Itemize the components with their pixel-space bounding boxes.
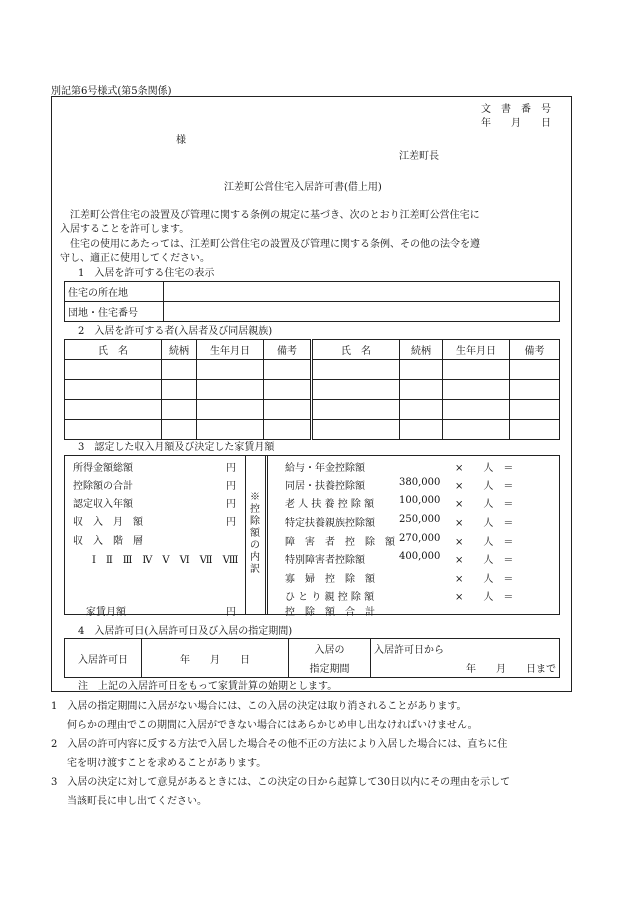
income-row: 収 入 月 額	[73, 517, 143, 528]
deduction-name: ひ と り 親 控 除 額	[285, 592, 375, 603]
footnote-3-cont: 当該町長に申し出てください。	[67, 796, 207, 807]
yen-unit: 円	[226, 499, 236, 510]
period-from: 入居許可日から	[371, 639, 560, 659]
deduction-mult: × 人 ＝	[455, 537, 514, 548]
period-label: 入居の	[289, 639, 371, 659]
occupants-table	[64, 339, 560, 440]
deduction-note: ※控除額の内訳	[250, 492, 260, 575]
complex-number-value[interactable]	[164, 302, 560, 322]
header-remarks-2: 備考	[510, 340, 560, 360]
header-name: 氏 名	[65, 340, 162, 360]
table-row	[65, 420, 560, 440]
permit-date-label: 入居許可日	[65, 639, 142, 678]
header-birthdate-2: 生年月日	[443, 340, 510, 360]
income-row: 所得金額総額	[73, 463, 133, 474]
deduction-mult: × 人 ＝	[455, 592, 514, 603]
header-relation-2: 続柄	[400, 340, 443, 360]
deduction-mult: × 人 ＝	[455, 518, 514, 529]
deduction-name: 老 人 扶 養 控 除 額	[285, 499, 375, 510]
section1-heading: 1 入居を許可する住宅の表示	[78, 268, 215, 279]
issue-date: 年 月 日	[481, 118, 551, 129]
yen-unit: 円	[226, 607, 236, 618]
note: 注 上記の入居許可日をもって家賃計算の始期とします。	[78, 681, 338, 692]
footnote-3: 3 入居の決定に対して意見があるときには、この決定の日から起算して30日以内にその理由を示して	[51, 777, 511, 788]
header-birthdate: 生年月日	[197, 340, 264, 360]
complex-number-label: 団地・住宅番号	[65, 302, 164, 322]
deduction-mult: × 人 ＝	[455, 481, 514, 492]
table-row	[65, 360, 560, 380]
deduction-name: 同居・扶養控除額	[285, 481, 365, 492]
section2-heading: 2 入居を許可する者(入居者及び同居親族)	[78, 326, 273, 337]
footnote-1: 1 入居の指定期間に入居がない場合には、この入居の決定は取り消されることがあります。	[51, 701, 467, 712]
intro-line2: 入居することを許可します。	[60, 224, 190, 235]
residence-address-value[interactable]	[164, 282, 560, 302]
deduction-mult: × 人 ＝	[455, 555, 514, 566]
section3-heading: 3 認定した収入月額及び決定した家賃月額	[78, 442, 275, 453]
deduction-amount: 400,000	[399, 551, 441, 562]
rent-label: 家賃月額	[86, 607, 126, 618]
deduction-name: 特別障害者控除額	[285, 555, 365, 566]
footnote-2-cont: 宅を明け渡すことを求めることがあります。	[67, 758, 267, 769]
intro-line1: 江差町公営住宅の設置及び管理に関する条例の規定に基づき、次のとおり江差町公営住宅に	[60, 210, 480, 221]
deduction-name: 特定扶養親族控除額	[285, 518, 375, 529]
income-row: 控除額の合計	[73, 481, 133, 492]
period-until[interactable]: 年 月 日まで	[371, 658, 560, 678]
intro-line3: 住宅の使用にあたっては、江差町公営住宅の設置及び管理に関する条例、その他の法令を遵	[60, 239, 480, 250]
deduction-amount: 270,000	[399, 533, 441, 544]
deduction-name: 寡 婦 控 除 額	[285, 574, 375, 585]
table-row	[65, 400, 560, 420]
form-label: 別記第6号様式(第5条関係)	[51, 86, 172, 97]
residence-address-label: 住宅の所在地	[65, 282, 164, 302]
deduction-amount: 100,000	[399, 495, 441, 506]
divider	[265, 455, 268, 615]
deduction-mult: × 人 ＝	[455, 499, 514, 510]
deduction-total: 控 除 額 合 計	[285, 607, 375, 618]
period-label-2: 指定期間	[289, 658, 371, 678]
header-remarks: 備考	[264, 340, 312, 360]
deduction-amount: 380,000	[399, 477, 441, 488]
permit-date-value[interactable]: 年 月 日	[142, 639, 289, 678]
divider	[245, 455, 246, 615]
section4-heading: 4 入居許可日(入居許可日及び入居の指定期間)	[78, 626, 293, 637]
page-title: 江差町公営住宅入居許可書(借上用)	[224, 182, 382, 193]
issuer: 江差町長	[399, 151, 439, 162]
deduction-name: 給与・年金控除額	[285, 463, 365, 474]
table-row	[65, 380, 560, 400]
header-relation: 続柄	[162, 340, 197, 360]
yen-unit: 円	[226, 463, 236, 474]
doc-number: 文 書 番 号	[481, 104, 551, 115]
footnote-1-cont: 何らかの理由でこの期間に入居ができない場合にはあらかじめ申し出なければいけません。	[67, 720, 478, 731]
income-row: 収 入 階 層	[73, 536, 143, 547]
deduction-amount: 250,000	[399, 514, 441, 525]
footnote-2: 2 入居の許可内容に反する方法で入居した場合その他不正の方法により入居した場合には、直ちに住	[51, 739, 508, 750]
deduction-mult: × 人 ＝	[455, 463, 514, 474]
income-row: 認定収入年額	[73, 499, 133, 510]
deduction-name: 障 害 者 控 除 額	[285, 537, 395, 548]
residence-table	[64, 281, 560, 322]
header-name-2: 氏 名	[312, 340, 400, 360]
permit-table	[64, 638, 560, 678]
yen-unit: 円	[226, 481, 236, 492]
deduction-mult: × 人 ＝	[455, 574, 514, 585]
intro-line4: 守し、適正に使用してください。	[60, 253, 210, 264]
income-tiers: Ⅰ Ⅱ Ⅲ Ⅳ Ⅴ Ⅵ Ⅶ Ⅷ	[92, 555, 239, 566]
yen-unit: 円	[226, 517, 236, 528]
addressee: 様	[176, 135, 186, 146]
